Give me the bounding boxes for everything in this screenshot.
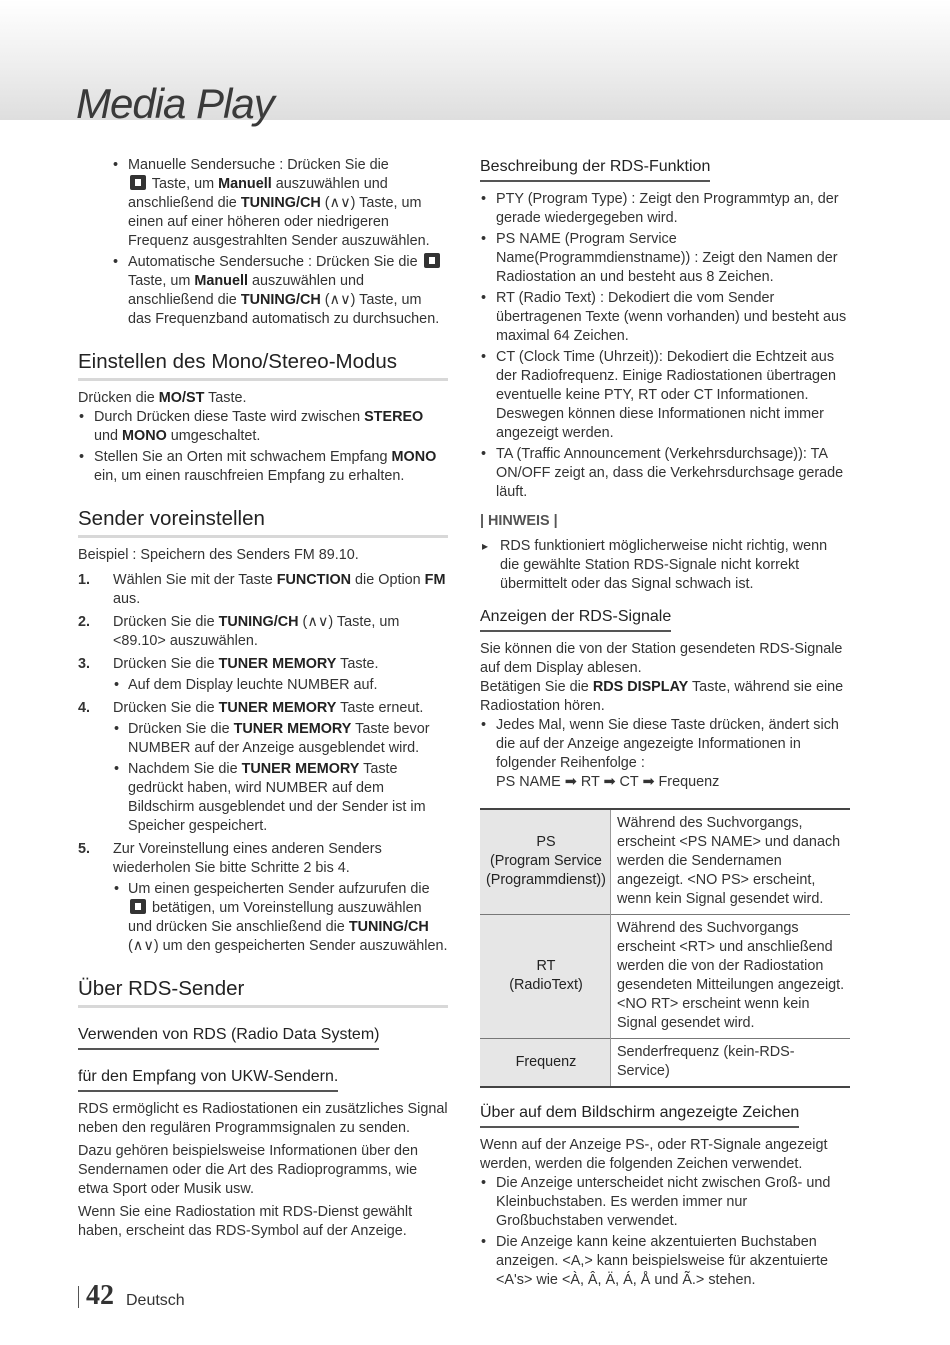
- rds-paragraph: Wenn Sie eine Radiostation mit RDS-Dienst gewählt haben, erscheint das RDS-Symbol auf der Anzeige.: [78, 1204, 413, 1239]
- step-item: 3. Drücken Sie die TUNER MEMORY Taste. • Auf dem Display leuchte NUMBER auf.: [78, 655, 448, 695]
- note-text: ▸ RDS funktioniert möglicherweise nicht richtig, wenn die gewählte Station RDS-Signale nicht korrekt übermittelt oder das Signal schwach ist.: [480, 537, 850, 594]
- table-cell-label: Frequenz: [480, 1039, 610, 1088]
- table-cell-label: PS (Program Service (Programmdienst)): [480, 809, 610, 915]
- rds-subheading-1: Verwenden von RDS (Radio Data System): [78, 1024, 379, 1050]
- right-column: [480, 156, 850, 1292]
- rds-function-list: [480, 190, 850, 502]
- mono-bullets: [78, 408, 448, 486]
- display-paragraph: Betätigen Sie die RDS DISPLAY Taste, während sie eine Radiostation hören.: [480, 679, 844, 714]
- list-item: • Nachdem Sie die TUNER MEMORY Taste gedrückt haben, wird NUMBER auf dem Bildschirm ausgeblendet und der Sender ist im Speicher gespeichert.: [113, 760, 448, 836]
- chars-heading: Über auf dem Bildschirm angezeigte Zeichen: [480, 1102, 799, 1128]
- display-sequence: PS NAME ➡ RT ➡ CT ➡ Frequenz: [496, 774, 720, 790]
- list-item: • Auf dem Display leuchte NUMBER auf.: [113, 676, 448, 695]
- rds-subheading-2: für den Empfang von UKW-Sendern.: [78, 1066, 338, 1092]
- list-item: • Die Anzeige unterscheidet nicht zwischen Groß- und Kleinbuchstaben. Es werden immer nur Großbuchstaben verwendet.: [480, 1174, 850, 1231]
- list-item: • CT (Clock Time (Uhrzeit)): Dekodiert die Echtzeit aus der Radiofrequenz. Einige Radiostationen übertragen eventuelle keine PTY, RT oder CT Informationen. Deswegen können diese Informationen nicht immer angezeigt werden.: [480, 348, 850, 443]
- rds-signal-table: [480, 808, 850, 1088]
- rds-heading: Über RDS-Sender: [78, 976, 448, 1008]
- stop-key-icon: [130, 899, 146, 914]
- page-language: Deutsch: [126, 1292, 185, 1309]
- list-item: • Stellen Sie an Orten mit schwachem Empfang MONO ein, um einen rauschfreien Empfang zu erhalten.: [78, 448, 448, 486]
- list-item: • PS NAME (Program Service Name(Programmdienstname)) : Zeigt den Namen der Radiostation an und besteht aus 8 Zeichen.: [480, 230, 850, 287]
- page-header-band: [0, 0, 950, 127]
- table-cell-desc: Senderfrequenz (kein-RDS-Service): [616, 1044, 795, 1079]
- rds-paragraph: RDS ermöglicht es Radiostationen ein zusätzliches Signal neben den regulären Programmsignalen zu senden.: [78, 1101, 448, 1136]
- left-column: [78, 156, 448, 1241]
- chars-paragraph: Wenn auf der Anzeige PS-, oder RT-Signale angezeigt werden, werden die folgenden Zeichen verwendet.: [480, 1137, 828, 1172]
- table-row: [480, 915, 850, 1039]
- chapter-title: Media Play: [76, 80, 274, 127]
- page-number-divider: [78, 1286, 79, 1308]
- list-item: • Drücken Sie die TUNER MEMORY Taste bevor NUMBER auf der Anzeige ausgeblendet wird.: [113, 720, 448, 758]
- step-item: 4. Drücken Sie die TUNER MEMORY Taste erneut. • Drücken Sie die TUNER MEMORY Taste bevor NUMBER auf der Anzeige ausgeblendet wird. • Nachdem Sie die TUNER MEMORY Taste gedrückt haben, wird NUMBER auf dem Bildschirm ausgeblendet und der Sender ist im Speicher gespeichert.: [78, 699, 448, 836]
- preset-steps: [78, 571, 448, 956]
- search-bullets: [78, 156, 448, 329]
- step-item: 1. Wählen Sie mit der Taste FUNCTION die Option FM aus.: [78, 572, 446, 607]
- preset-heading: Sender voreinstellen: [78, 506, 448, 538]
- preset-example: Beispiel : Speichern des Senders FM 89.10.: [78, 547, 359, 563]
- display-paragraph: Sie können die von der Station gesendeten RDS-Signale auf dem Display ablesen.: [480, 641, 843, 676]
- table-row: [480, 809, 850, 915]
- table-cell-desc: Während des Suchvorgangs erscheint <RT> und anschließend werden die von der Radiostation gesendeten Mitteilungen angezeigt. <NO RT> erscheint wenn kein Signal gesendet wird.: [616, 920, 845, 1031]
- list-item: • Die Anzeige kann keine akzentuierten Buchstaben anzeigen. <A,> kann beispielsweise für akzentuierte <A's> wie <À, Â, Ä, Á, Å und Ã.> stehen.: [480, 1233, 850, 1290]
- list-item: • TA (Traffic Announcement (Verkehrsdurchsage)): TA ON/OFF zeigt an, dass die Verkehrsdurchsage gerade läuft.: [480, 445, 850, 502]
- step-item: 2. Drücken Sie die TUNING/CH (∧∨) Taste, um <89.10> auszuwählen.: [78, 614, 400, 649]
- list-item: • PTY (Program Type) : Zeigt den Programmtyp an, der gerade wiedergegeben wird.: [480, 190, 850, 228]
- stop-key-icon: [424, 253, 440, 268]
- stop-key-icon: [130, 175, 146, 190]
- rds-function-heading: Beschreibung der RDS-Funktion: [480, 156, 710, 182]
- mono-heading: Einstellen des Mono/Stereo-Modus: [78, 349, 448, 381]
- list-item: • Um einen gespeicherten Sender aufzurufen die betätigen, um Voreinstellung auszuwählen und drücken Sie anschließend die TUNING/CH (∧∨) um den gespeicherten Sender auszuwählen.: [113, 880, 448, 956]
- table-row: [480, 1039, 850, 1088]
- step-item: 5. Zur Voreinstellung eines anderen Senders wiederholen Sie bitte Schritte 2 bis 4. • Um einen gespeicherten Sender aufzurufen die betätigen, um Voreinstellung auszuwählen und drücken Sie anschließend die TUNING/CH (∧∨) um den gespeicherten Sender auszuwählen.: [78, 840, 448, 956]
- list-item: • Durch Drücken diese Taste wird zwischen STEREO und MONO umgeschaltet.: [78, 408, 448, 446]
- list-item: • Manuelle Sendersuche : Drücken Sie die Taste, um Manuell auszuwählen und anschließend die TUNING/CH (∧∨) Taste, um einen auf einer höheren oder niedrigeren Frequenz ausgestrahlten Sender auszuwählen.: [78, 156, 448, 251]
- list-item: • Automatische Sendersuche : Drücken Sie die Taste, um Manuell auszuwählen und anschließend die TUNING/CH (∧∨) Taste, um das Frequenzband automatisch zu durchsuchen.: [78, 253, 448, 329]
- page-number: 42: [86, 1280, 114, 1311]
- list-item: • RT (Radio Text) : Dekodiert die vom Sender übertragenen Texte (wenn vorhanden) und besteht aus maximal 64 Zeichen.: [480, 289, 850, 346]
- mono-lead: Drücken die MO/ST Taste.: [78, 390, 247, 406]
- rds-paragraph: Dazu gehören beispielsweise Informationen über den Sendernamen oder die Art des Radioprogramms, wie etwa Sport oder Musik usw.: [78, 1143, 418, 1197]
- rds-display-heading: Anzeigen der RDS-Signale: [480, 606, 671, 632]
- note-label: | HINWEIS |: [480, 513, 558, 529]
- table-cell-label: RT (RadioText): [480, 915, 610, 1039]
- display-bullets: [480, 716, 850, 792]
- chars-bullets: [480, 1174, 850, 1290]
- table-cell-desc: Während des Suchvorgangs, erscheint <PS NAME> und danach werden die Sendernamen angezeigt. <NO PS> erscheint, wenn kein Signal gesendet wird.: [616, 815, 841, 907]
- list-item: • Jedes Mal, wenn Sie diese Taste drücken, ändert sich die auf der Anzeige angezeigte Informationen in folgender Reihenfolge : PS NAME ➡ RT ➡ CT ➡ Frequenz: [480, 716, 850, 792]
